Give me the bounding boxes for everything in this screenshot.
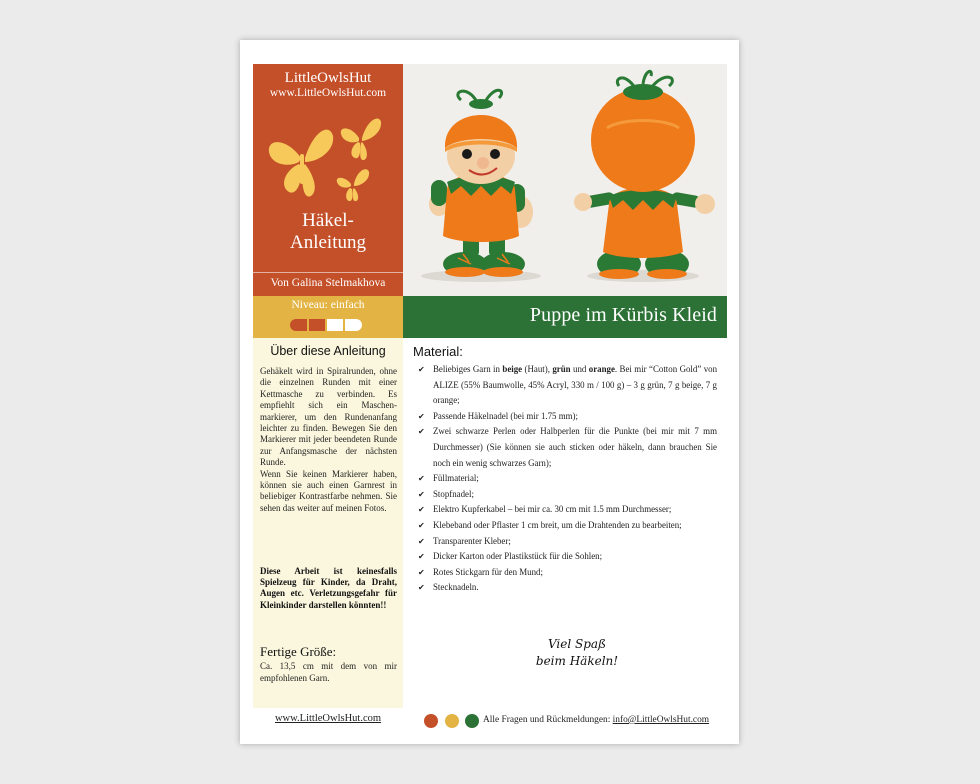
red-dot-icon xyxy=(424,714,438,728)
brand-url: www.LittleOwlsHut.com xyxy=(269,87,387,99)
checkmark-icon: ✔ xyxy=(418,520,425,530)
about-heading: Über diese Anleitung xyxy=(270,344,386,358)
materials-heading: Material: xyxy=(413,344,463,359)
list-item: ✔ Rotes Stickgarn für den Mund; xyxy=(415,565,717,581)
brand-name: LittleOwlsHut xyxy=(284,70,372,86)
green-dot-icon xyxy=(465,714,479,728)
checkmark-icon: ✔ xyxy=(418,552,425,562)
checkmark-icon: ✔ xyxy=(418,536,425,546)
sidebar xyxy=(253,338,403,708)
yellow-dot-icon xyxy=(445,714,459,728)
checkmark-icon: ✔ xyxy=(418,505,425,515)
materials-list xyxy=(415,362,717,596)
checkmark-icon: ✔ xyxy=(418,489,425,499)
checkmark-icon: ✔ xyxy=(418,567,425,577)
footer-contact: Alle Fragen und Rückmeldungen: info@LittleOwlsHut.com xyxy=(483,715,710,725)
pumpkin-doll-image xyxy=(403,64,727,296)
pattern-title: Puppe im Kürbis Kleid xyxy=(529,304,717,326)
difficulty-level xyxy=(253,296,403,338)
list-item: ✔ Zwei schwarze Perlen oder Halbperlen für die Punkte (bei mir mit 7 mm Durchmesser) (Sie können sie auch sticken oder häkeln, dann brauchen Sie noch ein wenig schwarzes Garn); xyxy=(418,426,717,468)
closing-greeting: Viel Spaß beim Häkeln! xyxy=(535,637,619,668)
about-text: Gehäkelt wird in Spiralrunden, ohne die einzelnen Runden mit einer Kettmasche zu verbinden. Es empfiehlt sich ein Maschen-markierer, um den Rundenanfang leichter zu finden. Bewegen Sie den Markierer mit jeder beendeten Runde zur Anfangsmasche der nächsten Runde. Wenn Sie keinen Markierer haben, können sie auch einen Garnrest in beliebiger Kontrastfarbe nehmen. Sie sehen das weiter auf meinen Fotos. xyxy=(260,366,397,513)
pattern-title-bar xyxy=(403,296,727,338)
level-label: Niveau: einfach xyxy=(291,299,365,311)
checkmark-icon: ✔ xyxy=(418,411,425,421)
list-item: ✔ Transparenter Kleber; xyxy=(415,534,717,550)
list-item: ✔ Füllmaterial; xyxy=(415,471,717,487)
list-item: ✔ Stopfnadel; xyxy=(415,487,717,503)
doll-photo xyxy=(403,64,727,296)
safety-warning: Diese Arbeit ist keinesfalls Spielzeug für Kinder, da Draht, Augen etc. Verletzungsgefahr für Kleinkinder darstellen könnten!! xyxy=(260,566,397,610)
list-item: ✔ Passende Häkelnadel (bei mir 1.75 mm); xyxy=(415,409,717,425)
butterflies-icon xyxy=(265,108,385,206)
list-item: ✔ Stecknadeln. xyxy=(415,580,717,596)
list-item: ✔ Klebeband oder Pflaster 1 cm breit, um die Drahtenden zu bearbeiten; xyxy=(415,518,717,534)
pattern-page xyxy=(240,40,739,744)
list-item: ✔ Beliebiges Garn in beige (Haut), grün und orange. Bei mir “Cotton Gold” von ALIZE (55% Baumwolle, 45% Acryl, 330 m / 100 g) – 3 g grün, 7 g beige, 7 g orange; xyxy=(418,364,718,406)
checkmark-icon: ✔ xyxy=(418,365,425,374)
list-item: ✔ Dicker Karton oder Plastikstück für die Sohlen; xyxy=(415,549,717,565)
footer-website-link[interactable]: www.LittleOwlsHut.com xyxy=(274,713,382,724)
size-text: Ca. 13,5 cm mit dem von mir empfohlenen Garn. xyxy=(260,661,397,683)
list-item: ✔ Elektro Kupferkabel – bei mir ca. 30 cm mit 1.5 mm Durchmesser; xyxy=(415,502,717,518)
author-credit: Von Galina Stelmakhova xyxy=(253,272,403,289)
brand-block xyxy=(253,64,403,296)
title-anleitung: Häkel- Anleitung xyxy=(290,210,366,253)
size-heading: Fertige Größe: xyxy=(260,644,337,659)
email-link[interactable]: info@LittleOwlsHut.com xyxy=(612,715,710,725)
checkmark-icon: ✔ xyxy=(418,474,425,484)
difficulty-pills-icon xyxy=(289,318,369,332)
checkmark-icon: ✔ xyxy=(418,583,425,593)
checkmark-icon: ✔ xyxy=(418,427,425,437)
